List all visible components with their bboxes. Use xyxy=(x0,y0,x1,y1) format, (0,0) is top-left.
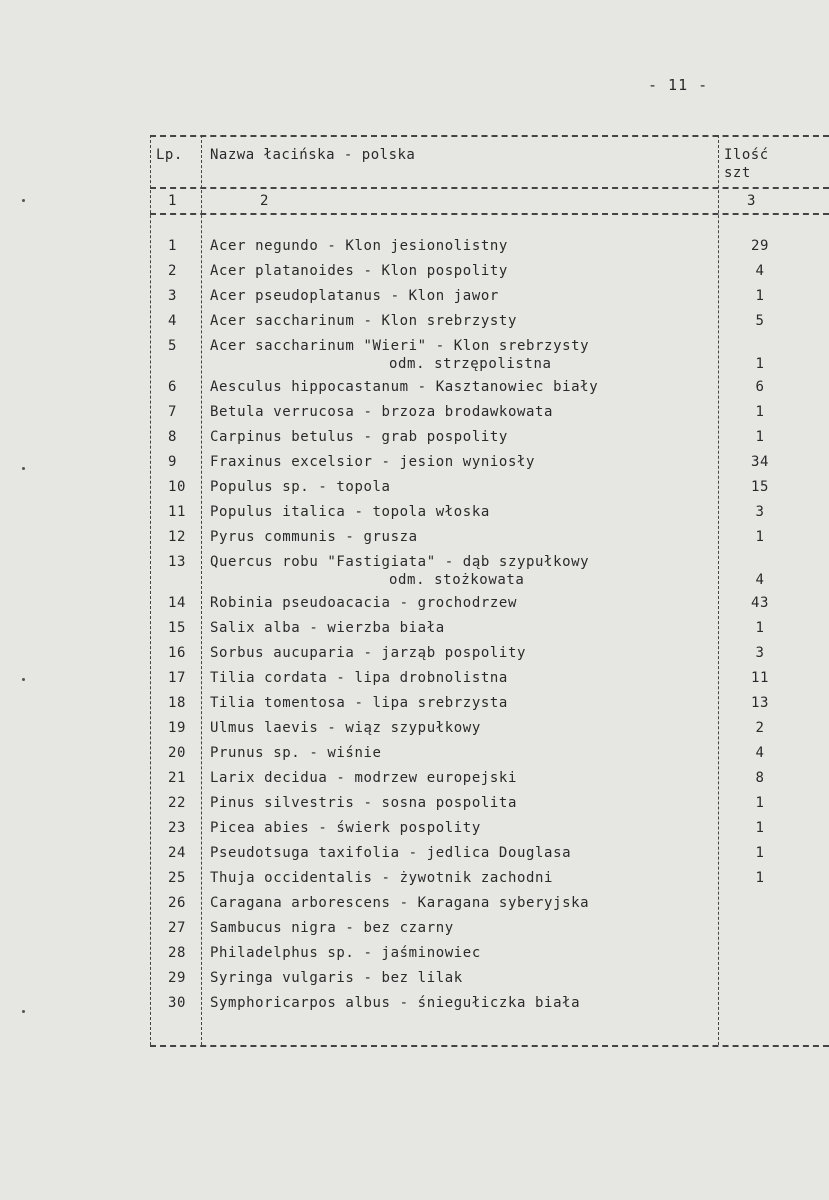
species-name: Acer pseudoplatanus - Klon jawor xyxy=(210,288,499,304)
row-number: 17 xyxy=(168,670,187,686)
header-bottom-rule xyxy=(150,187,829,189)
species-name: Prunus sp. - wiśnie xyxy=(210,745,382,761)
species-name: Acer platanoides - Klon pospolity xyxy=(210,263,508,279)
species-name: Tilia cordata - lipa drobnolistna xyxy=(210,670,508,686)
header-qty-line1: Ilość xyxy=(724,147,769,163)
quantity: 8 xyxy=(755,770,765,786)
row-number: 9 xyxy=(168,454,178,470)
species-name: Salix alba - wierzba biała xyxy=(210,620,445,636)
row-number: 22 xyxy=(168,795,187,811)
row-number: 10 xyxy=(168,479,187,495)
row-number: 11 xyxy=(168,504,187,520)
colnum-2: 2 xyxy=(260,193,269,209)
species-name: Picea abies - świerk pospolity xyxy=(210,820,481,836)
quantity: 4 xyxy=(755,263,765,279)
table-top-rule xyxy=(150,135,829,137)
margin-dot xyxy=(22,678,25,681)
species-name: Syringa vulgaris - bez lilak xyxy=(210,970,463,986)
quantity: 3 xyxy=(755,645,765,661)
row-number: 30 xyxy=(168,995,187,1011)
colnum-3: 3 xyxy=(747,193,756,209)
species-name: Symphoricarpos albus - śniegułiczka biała xyxy=(210,995,581,1011)
quantity: 1 xyxy=(755,620,765,636)
species-name: Populus italica - topola włoska xyxy=(210,504,490,520)
quantity: 1 xyxy=(755,288,765,304)
species-name: Pyrus communis - grusza xyxy=(210,529,418,545)
species-name: Tilia tomentosa - lipa srebrzysta xyxy=(210,695,508,711)
header-lp: Lp. xyxy=(156,147,183,163)
row-number: 8 xyxy=(168,429,178,445)
row-number: 7 xyxy=(168,404,178,420)
quantity: 1 xyxy=(755,795,765,811)
species-name: Betula verrucosa - brzoza brodawkowata xyxy=(210,404,554,420)
row-number: 4 xyxy=(168,313,178,329)
quantity: 43 xyxy=(750,595,770,611)
species-name-variety: odm. stożkowata xyxy=(389,572,525,588)
species-name: Ulmus laevis - wiąz szypułkowy xyxy=(210,720,481,736)
row-number: 14 xyxy=(168,595,187,611)
species-table xyxy=(150,135,829,1047)
species-name: Aesculus hippocastanum - Kasztanowiec biały xyxy=(210,379,599,395)
quantity: 3 xyxy=(755,504,765,520)
quantity: 1 xyxy=(755,845,765,861)
margin-dot xyxy=(22,199,25,202)
margin-dot xyxy=(22,1010,25,1013)
quantity: 15 xyxy=(750,479,770,495)
row-number: 29 xyxy=(168,970,187,986)
table-bottom-rule xyxy=(150,1045,829,1047)
row-number: 25 xyxy=(168,870,187,886)
row-number: 23 xyxy=(168,820,187,836)
species-name: Quercus robu "Fastigiata" - dąb szypułkowy xyxy=(210,554,590,570)
row-number: 16 xyxy=(168,645,187,661)
species-name: Larix decidua - modrzew europejski xyxy=(210,770,517,786)
quantity: 11 xyxy=(750,670,770,686)
qty-col-rule xyxy=(718,135,719,1045)
quantity: 5 xyxy=(755,313,765,329)
page-number: - 11 - xyxy=(648,76,709,94)
quantity: 1 xyxy=(755,529,765,545)
species-name: Acer saccharinum - Klon srebrzysty xyxy=(210,313,517,329)
row-number: 6 xyxy=(168,379,178,395)
quantity: 34 xyxy=(750,454,770,470)
quantity: 29 xyxy=(750,238,770,254)
species-name: Acer negundo - Klon jesionolistny xyxy=(210,238,508,254)
row-number: 13 xyxy=(168,554,187,570)
row-number: 19 xyxy=(168,720,187,736)
species-name: Thuja occidentalis - żywotnik zachodni xyxy=(210,870,554,886)
quantity: 13 xyxy=(750,695,770,711)
species-name: Sambucus nigra - bez czarny xyxy=(210,920,454,936)
row-number: 5 xyxy=(168,338,178,354)
species-name-variety: odm. strzępolistna xyxy=(389,356,552,372)
row-number: 12 xyxy=(168,529,187,545)
quantity: 6 xyxy=(755,379,765,395)
header-name: Nazwa łacińska - polska xyxy=(210,147,416,163)
row-number: 15 xyxy=(168,620,187,636)
quantity: 1 xyxy=(755,870,765,886)
quantity: 1 xyxy=(755,429,765,445)
header-qty-line2: szt xyxy=(724,165,751,181)
row-number: 20 xyxy=(168,745,187,761)
quantity: 1 xyxy=(755,404,765,420)
row-number: 2 xyxy=(168,263,178,279)
species-name: Acer saccharinum "Wieri" - Klon srebrzysty xyxy=(210,338,590,354)
species-name: Pinus silvestris - sosna pospolita xyxy=(210,795,517,811)
colnum-1: 1 xyxy=(168,193,177,209)
row-number: 26 xyxy=(168,895,187,911)
species-name: Populus sp. - topola xyxy=(210,479,391,495)
row-number: 1 xyxy=(168,238,178,254)
species-name: Philadelphus sp. - jaśminowiec xyxy=(210,945,481,961)
species-name: Fraxinus excelsior - jesion wyniosły xyxy=(210,454,536,470)
quantity: 4 xyxy=(755,745,765,761)
quantity: 1 xyxy=(755,820,765,836)
row-number: 21 xyxy=(168,770,187,786)
quantity: 4 xyxy=(755,572,765,588)
row-number: 24 xyxy=(168,845,187,861)
row-number: 28 xyxy=(168,945,187,961)
species-name: Caragana arborescens - Karagana syberyjska xyxy=(210,895,590,911)
left-rule xyxy=(150,135,151,1045)
species-name: Carpinus betulus - grab pospolity xyxy=(210,429,508,445)
species-name: Sorbus aucuparia - jarząb pospolity xyxy=(210,645,527,661)
margin-dot xyxy=(22,467,25,470)
species-name: Pseudotsuga taxifolia - jedlica Douglasa xyxy=(210,845,572,861)
row-number: 27 xyxy=(168,920,187,936)
row-number: 3 xyxy=(168,288,178,304)
species-name: Robinia pseudoacacia - grochodrzew xyxy=(210,595,517,611)
lp-col-rule xyxy=(201,135,202,1045)
colnum-bottom-rule xyxy=(150,213,829,215)
quantity: 2 xyxy=(755,720,765,736)
row-number: 18 xyxy=(168,695,187,711)
quantity: 1 xyxy=(755,356,765,372)
